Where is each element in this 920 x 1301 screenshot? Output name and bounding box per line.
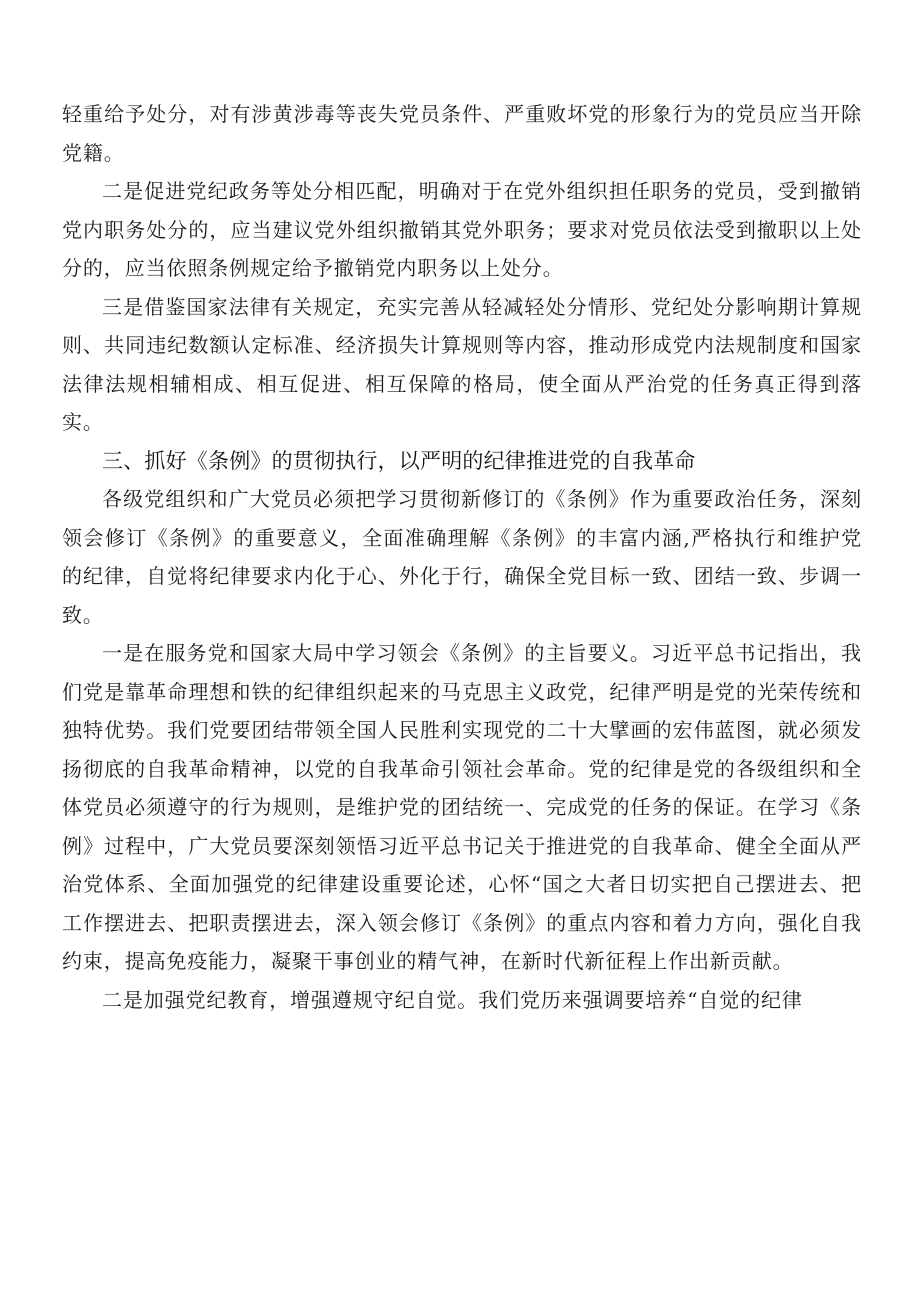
section-heading-three: 三、抓好《条例》的贯彻执行，以严明的纪律推进党的自我革命 <box>102 448 696 473</box>
paragraph-point-one-study: 一是在服务党和国家大局中学习领会《条例》的主旨要义。习近平总书记指出，我们党是靠革命理想和铁的纪律组织起来的马克思主义政党，纪律严明是党的光荣传统和独特优势。我们党要团结带领全国人民胜利实现党的二十大擘画的宏伟蓝图，就必须发扬彻底的自我革命精神，以党的自我革命引领社会革命。党的纪律是党的各级组织和全体党员必须遵守的行为规则，是维护党的团结统一、完成党的任务的保证。在学习《条例》过程中，广大党员要深刻领悟习近平总书记关于推进党的自我革命、健全全面从严治党体系、全面加强党的纪律建设重要论述，心怀“国之大者日切实把自己摆进去、把工作摆进去、把职责摆进去，深入领会修订《条例》的重点内容和着力方向，强化自我约束，提高免疫能力，凝聚干事创业的精气神，在新时代新征程上作出新贡献。 <box>62 641 862 973</box>
paragraph-point-two-education: 二是加强党纪教育，增强遵规守纪自觉。我们党历来强调要培养“自觉的纪律 <box>102 987 803 1012</box>
document-page <box>62 95 862 1019</box>
paragraph-point-three-law: 三是借鉴国家法律有关规定，充实完善从轻减轻处分情形、党纪处分影响期计算规则、共同违纪数额认定标准、经济损失计算规则等内容，推动形成党内法规制度和国家法律法规相辅相成、相互促进、相互保障的格局，使全面从严治党的任务真正得到落实。 <box>62 294 862 434</box>
paragraph-disciplinary-expulsion: 轻重给予处分，对有涉黄涉毒等丧失党员条件、严重败坏党的形象行为的党员应当开除党籍。 <box>62 102 862 165</box>
paragraph-point-two-matching: 二是促进党纪政务等处分相匹配，明确对于在党外组织担任职务的党员，受到撤销党内职务处分的，应当建议党外组织撤销其党外职务；要求对党员依法受到撤职以上处分的，应当依照条例规定给予撤销党内职务以上处分。 <box>62 179 862 280</box>
paragraph-section-intro: 各级党组织和广大党员必须把学习贯彻新修订的《条例》作为重要政治任务，深刻领会修订《条例》的重要意义，全面准确理解《条例》的丰富内涵,严格执行和维护党的纪律，自觉将纪律要求内化于心、外化于行，确保全党目标一致、团结一致、步调一致。 <box>62 487 862 627</box>
